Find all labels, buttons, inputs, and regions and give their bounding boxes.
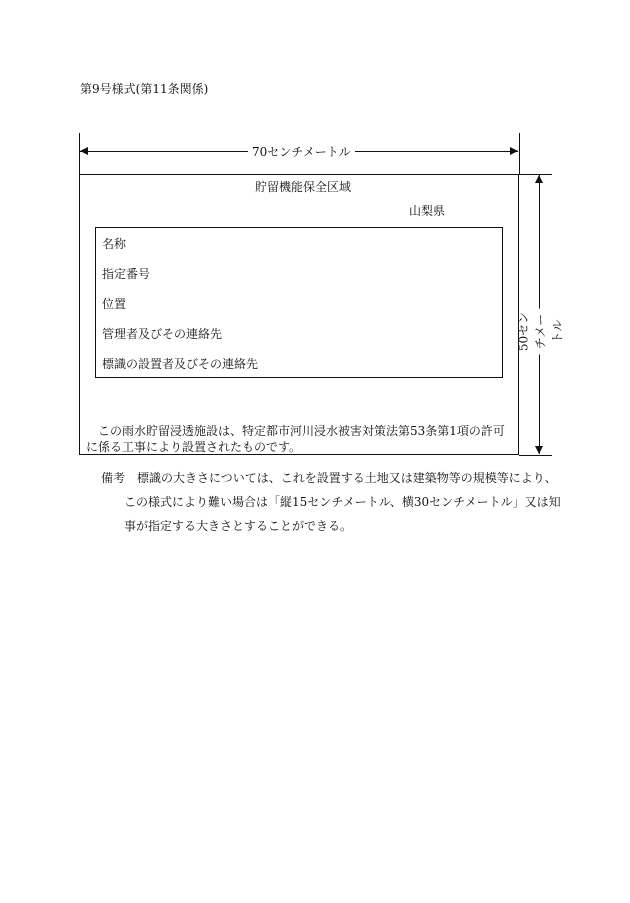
height-arrow-down-icon (535, 446, 543, 454)
field-installer-contact: 標識の設置者及びその連絡先 (102, 357, 259, 371)
notice-line-2: に係る工事により設置されたものです。 (86, 440, 302, 454)
remark-line-3: 事が指定する大きさとすることができる。 (124, 519, 353, 533)
width-arrow-left-icon (80, 147, 88, 155)
dimension-right-tick (519, 133, 520, 174)
sign-title: 貯留機能保全区域 (255, 180, 352, 194)
field-designation-number: 指定番号 (102, 267, 151, 281)
height-arrow-up-icon (535, 175, 543, 183)
notice-line-1: この雨水貯留浸透施設は、特定都市河川浸水被害対策法第53条第1項の許可 (98, 424, 505, 438)
field-name: 名称 (102, 237, 127, 251)
remark (101, 466, 561, 538)
prefecture-name: 山梨県 (409, 204, 446, 218)
width-arrow-right-icon (510, 147, 518, 155)
field-manager-contact: 管理者及びその連絡先 (102, 327, 223, 341)
height-dimension-label: 50センチメートル (515, 309, 566, 355)
remark-line-2: この様式により難い場合は「縦15センチメートル、横30センチメートル」又は知 (124, 495, 561, 509)
width-dimension-label: 70センチメートル (248, 143, 355, 160)
form-number-title: 第9号様式(第11条関係) (80, 82, 209, 96)
sign-notice (86, 423, 510, 455)
field-location: 位置 (102, 297, 127, 311)
dimension-bottom-tick (519, 455, 552, 456)
remark-line-1: 備考 標識の大きさについては、これを設置する土地又は建築物等の規模等により、 (101, 471, 557, 485)
